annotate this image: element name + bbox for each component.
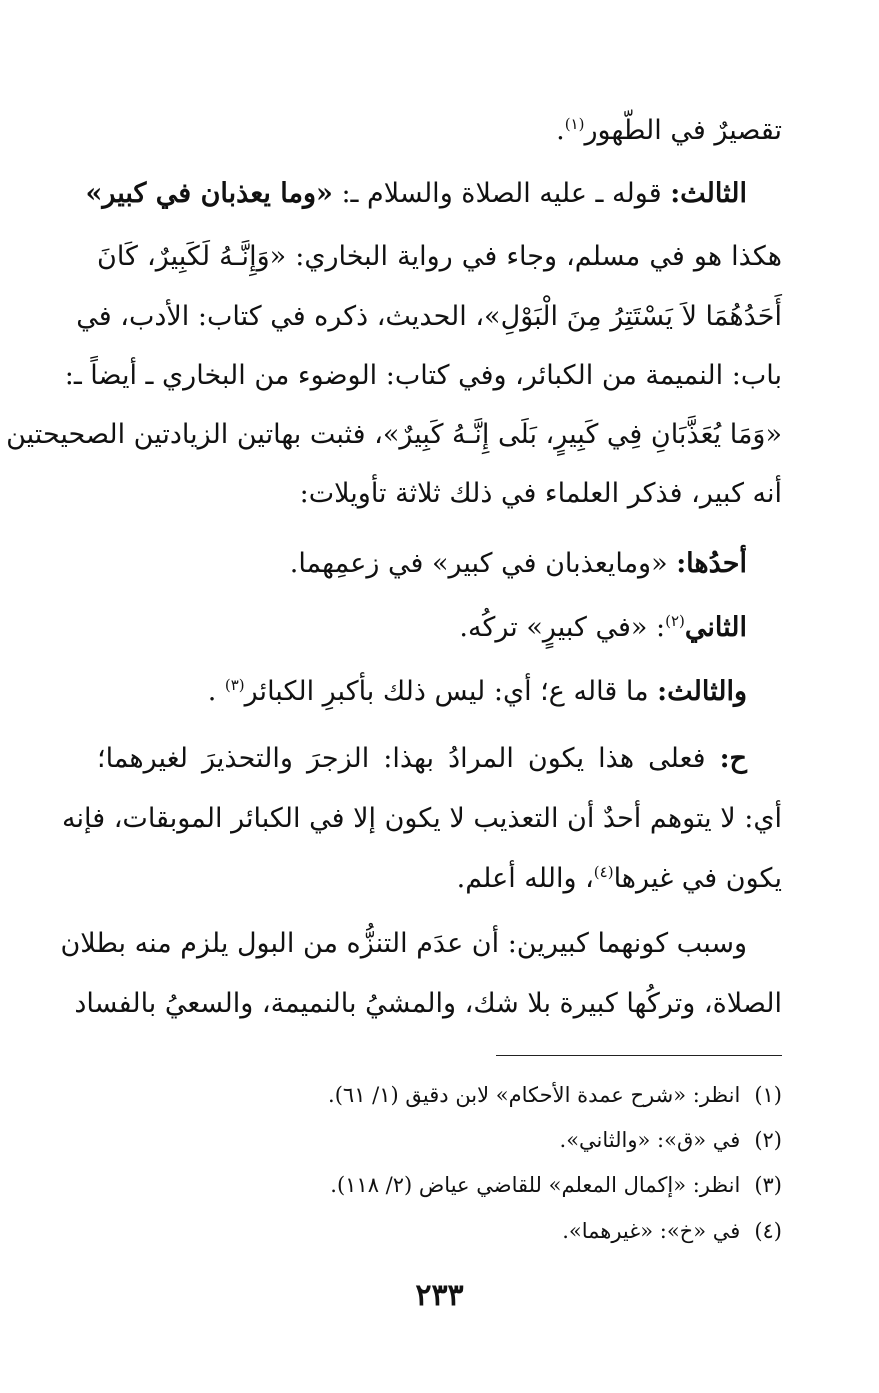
footnote-divider <box>496 1055 782 1056</box>
interpretation-third: والثالث: ما قاله ع؛ أي: ليس ذلك بأكبرِ الكبائر$^{(٣)}$ . <box>207 676 747 707</box>
body-line-15: الصلاة، وتركُها كبيرة بلا شك، والمشيُ بالنميمة، والسعيُ بالفساد <box>74 988 782 1019</box>
body-line-1: تقصيرٌ في الطّهور$^{(١)}$. <box>556 115 782 146</box>
body-line-2: الثالث: قوله ـ عليه الصلاة والسلام ـ: «وما يعذبان في كبير» <box>85 178 747 209</box>
body-line-5: باب: النميمة من الكبائر، وفي كتاب: الوضوء من البخاري ـ أيضاً ـ: <box>64 360 782 391</box>
body-line-12: أي: لا يتوهم أحدٌ أن التعذيب لا يكون إلا في الكبائر الموبقات، فإنه <box>61 803 782 834</box>
footnote-1: (١)انظر: «شرح عمدة الأحكام» لابن دقيق (١/ ٦١). <box>97 1075 782 1115</box>
footnote-number: (٢) <box>754 1128 782 1152</box>
footnote-ref-4: (٤) <box>593 863 614 881</box>
interpretation-first: أحدُها: «ومايعذبان في كبير» في زعمِهما. <box>289 548 747 579</box>
body-line-11: ح: فعلى هذا يكون المرادُ بهذا: الزجرَ والتحذيرَ لغيرهما؛ <box>97 743 747 774</box>
label-third: والثالث: <box>657 676 747 707</box>
footnote-number: (١) <box>754 1083 782 1107</box>
body-line-4: أَحَدُهُمَا لاَ يَسْتَتِرُ مِنَ الْبَوْلِ»، الحديث، ذكره في كتاب: الأدب، في <box>76 301 782 332</box>
body-line-3: هكذا هو في مسلم، وجاء في رواية البخاري: «وَإِنَّـهُ لَكَبِيرٌ، كَانَ <box>97 241 782 272</box>
body-line-6: «وَمَا يُعَذَّبَانِ فِي كَبِيرٍ، بَلَى إِنَّـهُ كَبِيرٌ»، فثبت بهاتين الزيادتين الصحيحتين <box>6 419 782 450</box>
heading-third: الثالث: <box>670 178 747 209</box>
label-first: أحدُها: <box>676 548 747 579</box>
interpretation-second: الثاني$^{(٢)}$: «في كبيرٍ» تركُه. <box>459 612 747 643</box>
footnote-ref-1: (١) <box>564 115 585 133</box>
footnote-ref-3: (٣) <box>224 676 245 694</box>
footnote-3: (٣)انظر: «إكمال المعلم» للقاضي عياض (٢/ ١١٨). <box>97 1165 782 1205</box>
body-line-14: وسبب كونهما كبيرين: أن عدَم التنزُّه من البول يلزم منه بطلان <box>60 928 747 959</box>
label-ha: ح: <box>719 743 747 774</box>
footnote-4: (٤)في «خ»: «غيرهما». <box>97 1211 782 1251</box>
footnote-2: (٢)في «ق»: «والثاني». <box>97 1120 782 1160</box>
hadith-quote: «وما يعذبان في كبير» <box>85 178 333 209</box>
body-line-13: يكون في غيرها$^{(٤)}$، والله أعلم. <box>456 863 782 894</box>
footnote-number: (٣) <box>754 1173 782 1197</box>
page-number: ٢٣٣ <box>415 1278 464 1313</box>
footnote-number: (٤) <box>754 1219 782 1243</box>
label-second: الثاني <box>684 612 747 643</box>
body-line-7: أنه كبير، فذكر العلماء في ذلك ثلاثة تأويلات: <box>299 478 782 509</box>
footnote-ref-2: (٢) <box>665 612 685 630</box>
